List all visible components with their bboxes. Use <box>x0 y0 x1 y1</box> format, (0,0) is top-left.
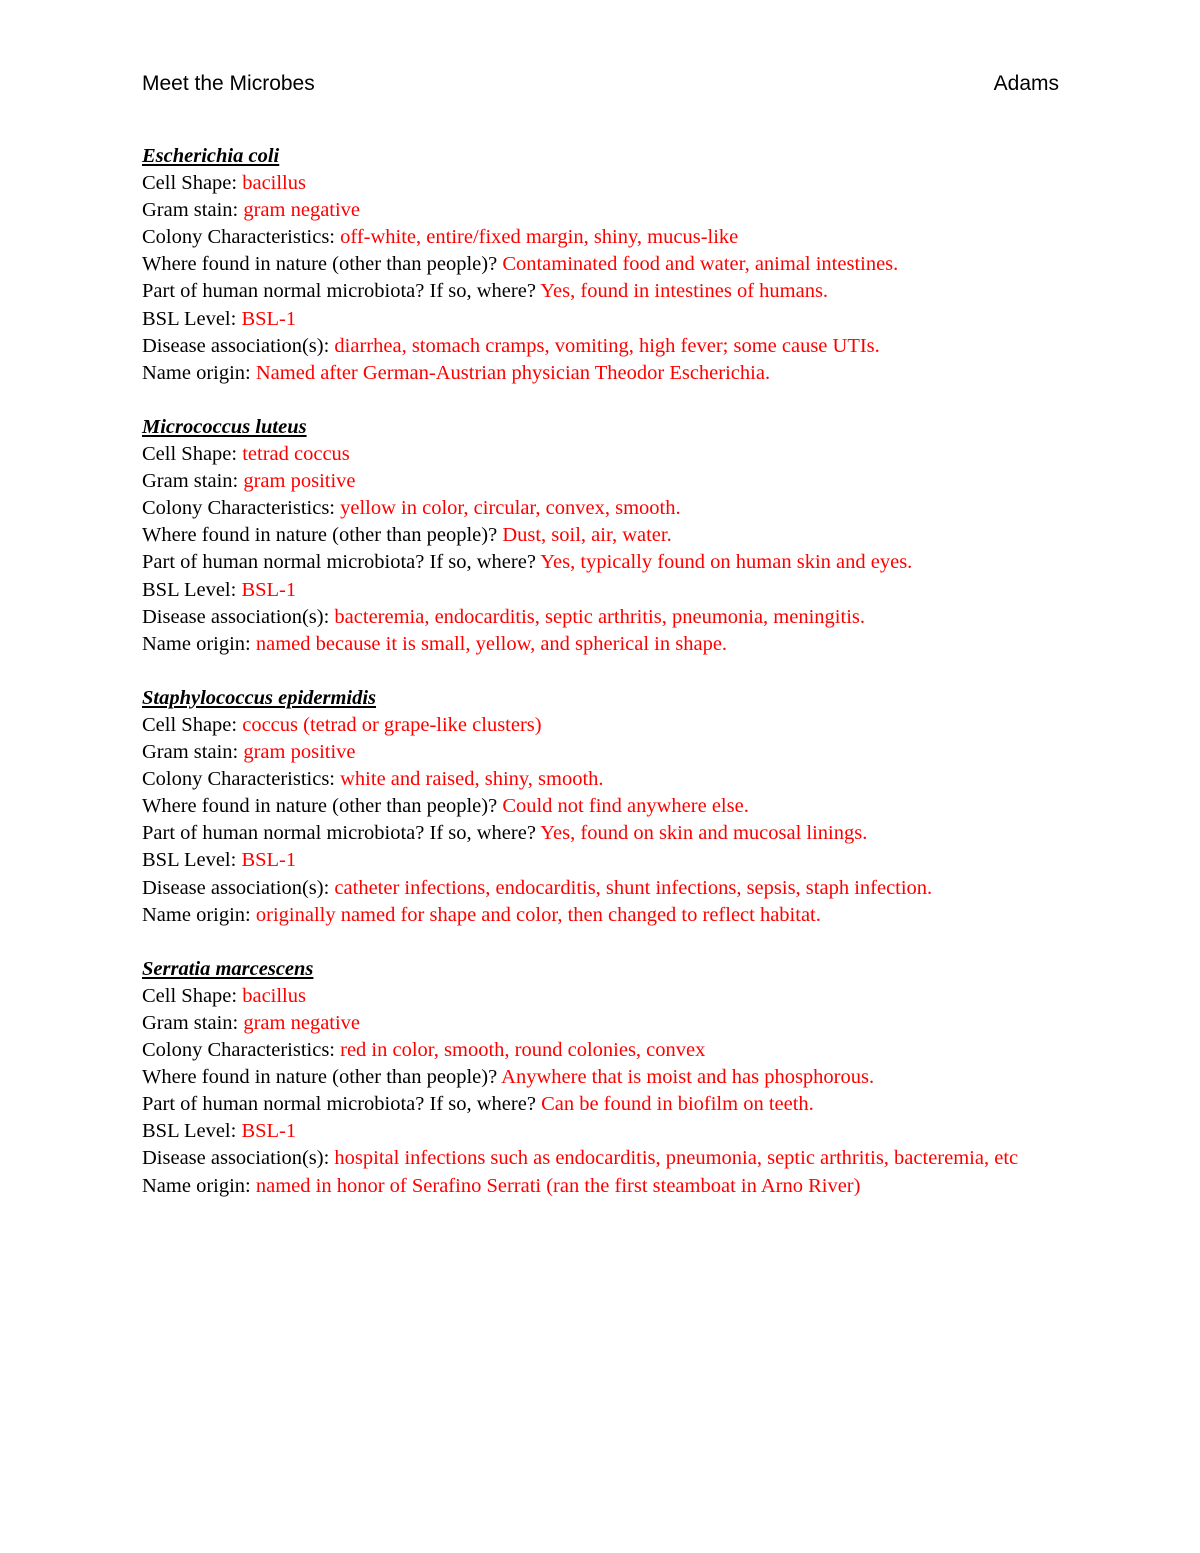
field-label: Colony Characteristics: <box>142 226 341 249</box>
field-answer: bacillus <box>242 984 306 1007</box>
field-answer: hospital infections such as endocarditis, pneumonia, septic arthritis, bacteremia, etc <box>334 1147 1019 1170</box>
microbe-name: Micrococcus luteus <box>142 415 307 438</box>
gram-stain-field <box>142 468 1072 495</box>
page-header <box>142 72 1059 102</box>
cell-shape-field <box>142 441 1072 468</box>
disease-field <box>142 1145 1072 1172</box>
field-answer: Can be found in biofilm on teeth. <box>541 1093 814 1116</box>
field-label: BSL Level: <box>142 578 242 601</box>
field-label: Cell Shape: <box>142 713 243 736</box>
bsl-field <box>142 1118 1072 1145</box>
microbe-name: Serratia marcescens <box>142 957 314 980</box>
field-label: Where found in nature (other than people)? <box>142 253 503 276</box>
field-answer: BSL-1 <box>241 307 297 330</box>
microbiota-field <box>142 1091 1072 1118</box>
field-answer: BSL-1 <box>241 578 297 601</box>
field-label: Where found in nature (other than people)? <box>142 1066 502 1089</box>
microbe-entry <box>142 685 1072 929</box>
field-label: Where found in nature (other than people)? <box>142 795 503 818</box>
field-answer: diarrhea, stomach cramps, vomiting, high fever; some cause UTIs. <box>334 334 880 357</box>
field-label: Colony Characteristics: <box>142 768 341 791</box>
colony-field <box>142 495 1072 522</box>
field-label: Disease association(s): <box>142 876 335 899</box>
bsl-field <box>142 306 1072 333</box>
colony-field <box>142 224 1072 251</box>
name-origin-field <box>142 360 1072 387</box>
field-label: Gram stain: <box>142 741 244 764</box>
field-label: Colony Characteristics: <box>142 497 341 520</box>
colony-field <box>142 1037 1072 1064</box>
field-answer: yellow in color, circular, convex, smooth. <box>340 497 681 520</box>
field-label: Part of human normal microbiota? If so, where? <box>142 822 541 845</box>
field-label: Name origin: <box>142 903 256 926</box>
nature-field <box>142 1064 1072 1091</box>
field-label: Disease association(s): <box>142 334 335 357</box>
field-answer: Named after German-Austrian physician Theodor Escherichia. <box>255 361 771 384</box>
field-label: Colony Characteristics: <box>142 1039 341 1062</box>
field-label: Cell Shape: <box>142 443 243 466</box>
field-label: Gram stain: <box>142 199 244 222</box>
gram-stain-field <box>142 739 1072 766</box>
field-answer: BSL-1 <box>241 849 297 872</box>
bsl-field <box>142 847 1072 874</box>
author-name: Adams <box>993 72 1059 95</box>
document-body <box>142 143 1072 1227</box>
field-answer: gram negative <box>243 1012 361 1034</box>
field-label: Gram stain: <box>142 470 244 493</box>
field-answer: originally named for shape and color, then changed to reflect habitat. <box>255 903 821 926</box>
field-label: Part of human normal microbiota? If so, where? <box>142 1093 542 1116</box>
field-answer: Yes, found in intestines of humans. <box>540 280 829 303</box>
field-answer: white and raised, shiny, smooth. <box>340 768 604 791</box>
field-answer: coccus (tetrad or grape-like clusters) <box>242 713 542 736</box>
name-origin-field <box>142 631 1072 658</box>
field-label: Cell Shape: <box>142 172 243 195</box>
field-label: Disease association(s): <box>142 1147 335 1170</box>
field-label: Disease association(s): <box>142 605 335 628</box>
field-label: BSL Level: <box>142 307 242 330</box>
colony-field <box>142 766 1072 793</box>
microbe-entry <box>142 414 1072 658</box>
nature-field <box>142 522 1072 549</box>
name-origin-field <box>142 902 1072 929</box>
name-origin-field <box>142 1173 1072 1200</box>
disease-field <box>142 875 1072 902</box>
bsl-field <box>142 577 1072 604</box>
microbiota-field <box>142 549 1072 576</box>
microbe-entry <box>142 143 1072 387</box>
gram-stain-field <box>142 197 1072 224</box>
field-answer: Yes, found on skin and mucosal linings. <box>540 822 868 845</box>
cell-shape-field <box>142 983 1072 1010</box>
document-title: Meet the Microbes <box>142 72 315 95</box>
cell-shape-field <box>142 170 1072 197</box>
field-answer: gram positive <box>243 741 356 764</box>
field-label: Name origin: <box>142 632 256 655</box>
field-answer: bacteremia, endocarditis, septic arthritis, pneumonia, meningitis. <box>334 605 865 628</box>
field-label: Name origin: <box>142 1174 256 1197</box>
field-label: Where found in nature (other than people)? <box>142 524 503 547</box>
field-answer: Yes, typically found on human skin and eyes. <box>540 551 913 574</box>
disease-field <box>142 333 1072 360</box>
field-answer: catheter infections, endocarditis, shunt infections, sepsis, staph infection. <box>334 876 933 899</box>
field-answer: tetrad coccus <box>242 443 350 466</box>
field-label: Cell Shape: <box>142 984 243 1007</box>
nature-field <box>142 251 1072 278</box>
nature-field <box>142 793 1072 820</box>
field-label: Name origin: <box>142 361 256 384</box>
field-label: Part of human normal microbiota? If so, where? <box>142 280 541 303</box>
field-label: BSL Level: <box>142 849 242 872</box>
field-answer: gram negative <box>243 199 361 222</box>
field-label: Part of human normal microbiota? If so, where? <box>142 551 541 574</box>
field-answer: red in color, smooth, round colonies, convex <box>340 1039 706 1062</box>
field-answer: Dust, soil, air, water. <box>502 524 672 547</box>
field-answer: Anywhere that is moist and has phosphorous. <box>501 1066 875 1089</box>
field-answer: off-white, entire/fixed margin, shiny, mucus-like <box>340 226 739 249</box>
field-answer: BSL-1 <box>241 1120 297 1143</box>
field-answer: gram positive <box>243 470 356 493</box>
microbiota-field <box>142 278 1072 305</box>
microbe-name: Staphylococcus epidermidis <box>142 686 377 709</box>
cell-shape-field <box>142 712 1072 739</box>
microbe-entry <box>142 956 1072 1200</box>
field-label: Gram stain: <box>142 1012 244 1034</box>
gram-stain-field <box>142 1010 1072 1037</box>
microbe-name: Escherichia coli <box>142 145 280 167</box>
disease-field <box>142 604 1072 631</box>
field-answer: named because it is small, yellow, and spherical in shape. <box>255 632 728 655</box>
field-answer: Could not find anywhere else. <box>502 795 749 818</box>
field-answer: named in honor of Serafino Serrati (ran the first steamboat in Arno River) <box>255 1174 861 1197</box>
microbiota-field <box>142 820 1072 847</box>
field-label: BSL Level: <box>142 1120 242 1143</box>
field-answer: bacillus <box>242 172 306 195</box>
field-answer: Contaminated food and water, animal intestines. <box>502 253 899 276</box>
